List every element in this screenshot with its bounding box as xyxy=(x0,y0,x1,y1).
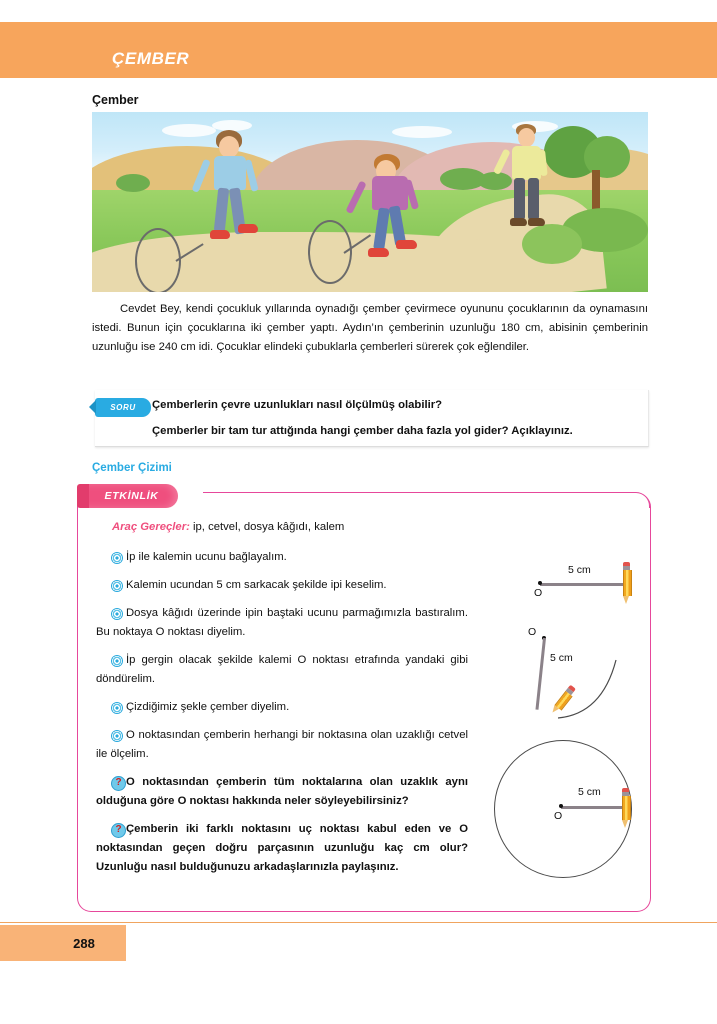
step-text: O noktasından çemberin herhangi bir noktasına olan uzaklığı cetvel ile ölçelim. xyxy=(96,729,468,760)
diagram-full-circle xyxy=(494,740,644,890)
step-item xyxy=(96,651,468,689)
concentric-circles-icon xyxy=(111,552,123,564)
materials-line xyxy=(112,521,344,533)
hoop-shape xyxy=(135,228,181,292)
bush-shape xyxy=(478,172,512,190)
step-text: O noktasından çemberin tüm noktalarına olan uzaklık aynı olduğuna göre O noktası hakkında neler söyleyebilirsiniz? xyxy=(96,776,468,807)
concentric-circles-icon xyxy=(111,702,123,714)
etkinlik-steps xyxy=(96,548,468,886)
circle-shape xyxy=(494,740,632,878)
center-point-dot xyxy=(538,581,542,585)
etkinlik-badge: ETKİNLİK xyxy=(85,484,178,508)
footer-rule xyxy=(0,922,717,923)
soru-question-2: Çemberler bir tam tur attığında hangi çember daha fazla yol gider? Açıklayınız. xyxy=(152,425,573,437)
soru-question-1: Çemberlerin çevre uzunlukları nasıl ölçülmüş olabilir? xyxy=(152,399,443,411)
radius-line xyxy=(561,806,625,809)
diagram-rotating-pencil xyxy=(528,626,648,724)
question-mark-icon: ? xyxy=(111,776,126,791)
center-label-o: O xyxy=(534,587,543,599)
step-item xyxy=(96,726,468,764)
materials-value: ip, cetvel, dosya kâğıdı, kalem xyxy=(189,521,345,533)
center-label-o: O xyxy=(554,810,563,822)
radius-label: 5 cm xyxy=(578,786,601,798)
cloud-icon xyxy=(392,126,452,138)
step-item xyxy=(96,548,468,567)
step-item xyxy=(96,698,468,717)
length-label: 5 cm xyxy=(550,652,573,664)
page-number: 288 xyxy=(73,935,95,951)
concentric-circles-icon xyxy=(111,580,123,592)
lesson-illustration xyxy=(92,112,648,292)
step-text: İp gergin olacak şekilde kalemi O noktası etrafında yandaki gibi döndürelim. xyxy=(96,654,468,685)
page-number-box xyxy=(0,925,126,961)
tree-trunk xyxy=(592,170,600,210)
center-point-dot xyxy=(559,804,563,808)
diagram-string-pencil xyxy=(532,556,642,606)
materials-label: Araç Gereçler: xyxy=(112,521,190,533)
step-item xyxy=(96,576,468,595)
tree-crown xyxy=(584,136,630,178)
arc-path xyxy=(528,626,648,724)
step-text: İp ile kalemin ucunu bağlayalım. xyxy=(126,551,287,563)
step-item xyxy=(96,773,468,811)
bush-shape xyxy=(522,224,582,264)
soru-questions xyxy=(152,392,642,444)
step-text: Dosya kâğıdı üzerinde ipin baştaki ucunu parmağımızla bastıralım. Bu noktaya O noktası diyelim. xyxy=(96,607,468,638)
section-heading: Çember xyxy=(92,93,139,107)
step-item xyxy=(96,604,468,642)
page-title: ÇEMBER xyxy=(112,49,190,68)
step-text: Çemberin iki farklı noktasını uç noktası kabul eden ve O noktasından geçen doğru parçasının uzunluğu kaç cm olur? Uzunluğu nasıl bulduğunuzu arkadaşlarınızla paylaşınız. xyxy=(96,823,468,873)
pencil-icon xyxy=(623,562,630,604)
concentric-circles-icon xyxy=(111,730,123,742)
pencil-icon xyxy=(622,788,629,828)
body-paragraph: Cevdet Bey, kendi çocukluk yıllarında oynadığı çember çevirmece oyununu çocuklarının da oynamasını istedi. Bunun için çocuklarına iki çember yaptı. Aydın’ın çemberinin uzunluğu 180 cm, abisinin çemberinin uzunluğu ise 240 cm idi. Çocuklar elindeki çubuklarla çemberleri sürerek çok eğlendiler. xyxy=(92,303,648,353)
concentric-circles-icon xyxy=(111,655,123,667)
header-band xyxy=(0,22,717,78)
soru-box xyxy=(95,390,649,447)
concentric-circles-icon xyxy=(111,608,123,620)
length-label: 5 cm xyxy=(568,564,591,576)
cloud-icon xyxy=(162,124,216,137)
soru-badge: SORU xyxy=(95,398,151,417)
center-label-o: O xyxy=(528,626,537,638)
subsection-heading: Çember Çizimi xyxy=(92,462,172,474)
bush-shape xyxy=(116,174,150,192)
step-item xyxy=(96,820,468,877)
question-mark-icon: ? xyxy=(111,823,126,838)
string-line xyxy=(540,583,626,586)
step-text: Kalemin ucundan 5 cm sarkacak şekilde ipi keselim. xyxy=(126,579,387,591)
step-text: Çizdiğimiz şekle çember diyelim. xyxy=(126,701,290,713)
